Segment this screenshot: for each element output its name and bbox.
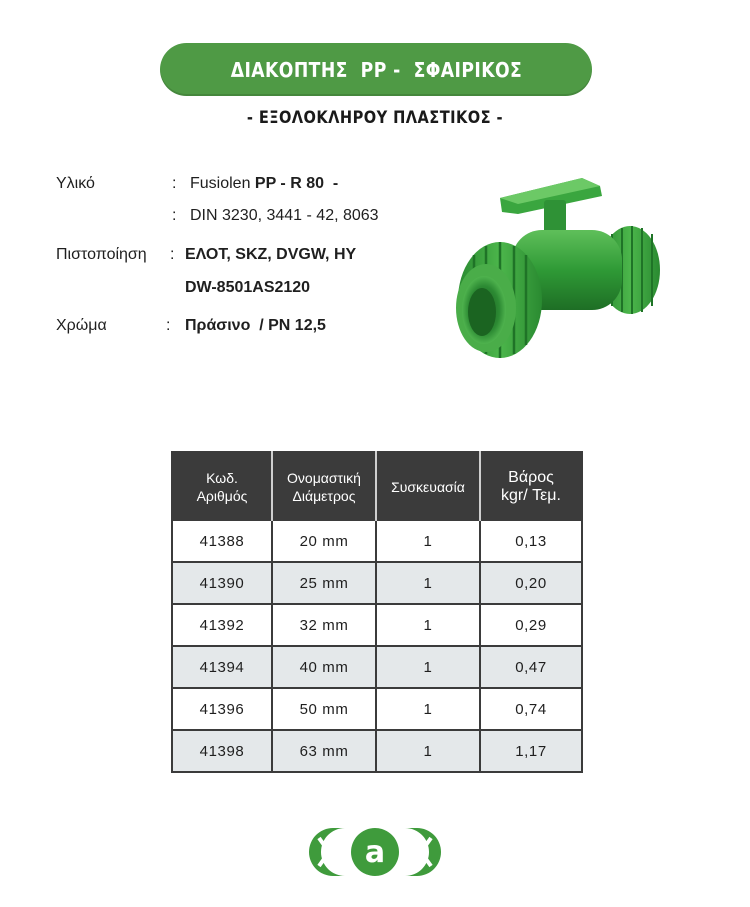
material-line1 <box>190 175 338 193</box>
material-grade: PP - R 80 - <box>254 175 339 192</box>
header-weight: Βάρος kgr/ Τεμ. <box>480 452 582 521</box>
table-row <box>172 730 582 772</box>
cell-packaging: 1 <box>376 730 480 772</box>
specs-table <box>171 451 581 773</box>
cell-weight: 0,29 <box>480 604 582 646</box>
cell-code: 41396 <box>172 688 272 730</box>
brand-logo-icon <box>305 822 445 882</box>
cell-code: 41388 <box>172 521 272 562</box>
certification-line1: ΕΛΟΤ, SKZ, DVGW, HY <box>185 246 357 263</box>
cell-code: 41394 <box>172 646 272 688</box>
color-value: Πράσινο / PN 12,5 <box>185 317 326 334</box>
header-packaging: Συσκευασία <box>376 452 480 521</box>
certification-colon: : <box>170 246 175 263</box>
cell-diameter: 40 mm <box>272 646 376 688</box>
certification-label: Πιστοποίηση <box>56 246 147 263</box>
table-row <box>172 604 582 646</box>
cell-packaging: 1 <box>376 521 480 562</box>
material-colon: : <box>172 175 177 192</box>
material-label: Υλικό <box>56 175 95 192</box>
header-diameter: Ονομαστική Διάμετρος <box>272 452 376 521</box>
cell-code: 41392 <box>172 604 272 646</box>
material-colon-2: : <box>172 207 177 224</box>
cell-packaging: 1 <box>376 562 480 604</box>
ball-valve-product-image <box>452 160 672 380</box>
cell-weight: 0,47 <box>480 646 582 688</box>
table-row <box>172 521 582 562</box>
color-colon: : <box>166 317 171 334</box>
cell-diameter: 50 mm <box>272 688 376 730</box>
certification-line2: DW-8501AS2120 <box>185 279 311 296</box>
title-banner <box>160 43 592 96</box>
table-header-row <box>172 452 582 521</box>
cell-weight: 0,13 <box>480 521 582 562</box>
cell-packaging: 1 <box>376 646 480 688</box>
cell-diameter: 32 mm <box>272 604 376 646</box>
page-title: ΔΙΑΚΟΠΤΗΣ PP - ΣΦΑΙΡΙΚΟΣ <box>230 57 522 82</box>
cell-diameter: 63 mm <box>272 730 376 772</box>
cell-weight: 1,17 <box>480 730 582 772</box>
logo-letter: a <box>364 835 386 870</box>
cell-code: 41390 <box>172 562 272 604</box>
cell-diameter: 20 mm <box>272 521 376 562</box>
color-label: Χρώμα <box>56 317 107 334</box>
table-row <box>172 688 582 730</box>
material-line2: DIN 3230, 3441 - 42, 8063 <box>190 207 379 224</box>
table-row <box>172 562 582 604</box>
cell-packaging: 1 <box>376 688 480 730</box>
cell-weight: 0,20 <box>480 562 582 604</box>
cell-code: 41398 <box>172 730 272 772</box>
header-code: Κωδ. Αριθμός <box>172 452 272 521</box>
table-row <box>172 646 582 688</box>
material-name: Fusiolen <box>190 175 255 192</box>
cell-weight: 0,74 <box>480 688 582 730</box>
cell-packaging: 1 <box>376 604 480 646</box>
cell-diameter: 25 mm <box>272 562 376 604</box>
subtitle: - ΕΞΟΛΟΚΛΗΡΟΥ ΠΛΑΣΤΙΚΟΣ - <box>246 108 504 128</box>
